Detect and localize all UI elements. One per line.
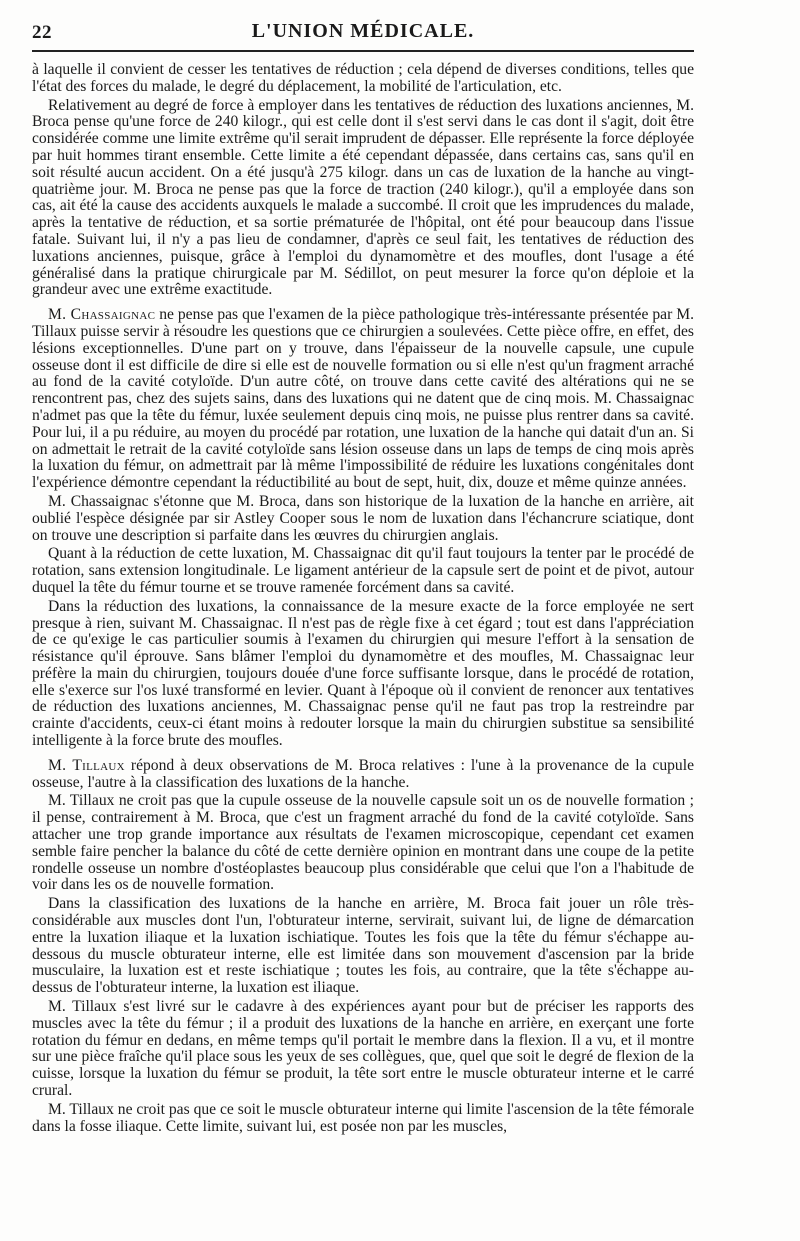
paragraph-text: Relativement au degré de force à employer dans les tentatives de réduction des luxations anciennes, M. Broca pense qu'une force de 240 kilogr., qui est celle dont il s'est servi dans le cas dont il s'agit, doit être considérée comme une limite extrême qu'il serait imprudent de dépasser. Elle représente la force déployée par huit hommes tirant ensemble. Cette limite a été cependant dépassée, dans certains cas, sans qu'il en soit résulté aucun accident. On a été jusqu'à 275 kilogr. dans un cas de luxation de la hanche au vingt-quatrième jour. M. Broca ne pense pas que la force de traction (240 kilogr.), qu'il a employée dans son cas, ait été la cause des accidents auxquels le malade a succombé. Il croit que les imprudences du malade, après la tentative de réduction, et sa sortie prématurée de l'hôpital, ont été pour beaucoup dans l'issue fatale. Suivant lui, il n'y a pas lieu de condamner, d'après ce seul fait, les tentatives de réduction des luxations anciennes, puisque, grâce à l'emploi du dynamomètre et des moufles, dont l'usage a été généralisé dans la pratique chirurgicale par M. Sédillot, on peut mesurer la force qu'on déploie et la grandeur avec une extrême exactitude. [32,96,694,299]
running-title: L'UNION MÉDICALE. [251,20,475,42]
paragraph [32,793,694,894]
paragraph [32,98,694,300]
paragraph-text: M. Tillaux ne croit pas que la cupule osseuse de la nouvelle capsule soit un os de nouvelle formation ; il pense, contrairement à M. Broca, que c'est un fragment arraché du fond de la cavité cotyloïde. Sans attacher une trop grande importance aux résultats de l'examen microscopique, cependant cet examen semble faire pencher la balance du côté de cette dernière opinion en montrant dans une coupe de la petite rondelle osseuse un nombre d'ostéoplastes beaucoup plus considérable que celui que l'on a l'habitude de voir dans les os de nouvelle formation. [32,792,694,894]
paragraph-text: répond à deux observations de M. Broca relatives : l'une à la provenance de la cupule osseuse, l'autre à la classification des luxations de la hanche. [32,756,694,791]
paragraph [32,546,694,596]
paragraph-text: Dans la réduction des luxations, la connaissance de la mesure exacte de la force employée ne sert presque à rien, suivant M. Chassaignac. Il n'est pas de règle fixe à cet égard ; tout est dans l'appréciation de ce qu'exige le cas particulier soumis à l'examen du chirurgien qui mesure l'effort à la sensation de résistance qu'il éprouve. Sans blâmer l'emploi du dynamomètre et des moufles, M. Chassaignac leur préfère la main du chirurgien, toujours douée d'une force suffisante lorsque, dans le procédé de rotation, elle s'exerce sur l'os luxé transformé en levier. Quant à l'époque où il convient de renoncer aux tentatives de réduction des luxations anciennes, M. Chassaignac pense qu'il ne faut pas trop la restreindre par crainte d'accidents, ceux-ci étant moins à redouter lorsque la main du chirurgien substitue sa sensibilité intelligente à la force brute des moufles. [32,597,694,750]
speaker-name: M. Chassaignac [48,306,156,324]
paragraph-text: M. Tillaux s'est livré sur le cadavre à des expériences ayant pour but de préciser les rapports des muscles avec la tête du fémur ; il a produit des luxations de la hanche en arrière, en exerçant une forte rotation du fémur en dedans, en même temps qu'il portait le membre dans la flexion. Il a vu, et il montre sur une pièce fraîche qu'il place sous les yeux de ses collègues, que, quel que soit le degré de flexion de la cuisse, lorsque la luxation du fémur se produit, la tête sort entre le muscle obturateur interne et le carré crural. [32,998,694,1100]
paragraph-text: M. Chassaignac s'étonne que M. Broca, dans son historique de la luxation de la hanche en arrière, ait oublié l'espèce désignée par sir Astley Cooper sous le nom de luxation dans l'échancrure sciatique, dont on trouve une description si parfaite dans les œuvres du chirurgien anglais. [32,492,694,544]
body-text [32,62,694,1137]
paragraph [32,494,694,544]
paragraph [32,307,694,492]
paragraph-text: à laquelle il convient de cesser les tentatives de réduction ; cela dépend de diverses conditions, telles que l'état des forces du malade, le degré du déplacement, la mobilité de l'articulation, etc. [32,61,694,95]
header-rule [32,50,694,52]
paragraph [32,1102,694,1136]
paragraph [32,599,694,750]
paragraph-text: Dans la classification des luxations de la hanche en arrière, M. Broca fait jouer un rôle très-considérable aux muscles dont l'un, l'obturateur interne, servirait, suivant lui, de ligne de démarcation entre la luxation iliaque et la luxation ischiatique. Toutes les fois que la tête du fémur s'échappe au-dessous du muscle obturateur interne, elle est limitée dans son mouvement d'ascension par la bride musculaire, la luxation est et reste ischiatique ; toutes les fois, au contraire, que la tête s'échappe au-dessus de l'obturateur interne, la luxation est iliaque. [32,895,694,997]
paragraph [32,999,694,1100]
page-number: 22 [32,22,52,43]
speaker-name: M. Tillaux [48,756,125,774]
paragraph [32,896,694,997]
page-header [32,18,694,46]
paragraph-text: Quant à la réduction de cette luxation, M. Chassaignac dit qu'il faut toujours la tenter par le procédé de rotation, sans extension longitudinale. Le ligament antérieur de la capsule sert de point et de pivot, autour duquel la tête du fémur tourne et se trouve ramenée forcément dans sa cavité. [32,545,694,596]
paragraph-text: M. Tillaux ne croit pas que ce soit le muscle obturateur interne qui limite l'ascension de la tête fémorale dans la fosse iliaque. Cette limite, suivant lui, est posée non par les muscles, [32,1100,694,1135]
paragraph-text: ne pense pas que l'examen de la pièce pathologique très-intéressante présentée par M. Tillaux puisse servir à résoudre les questions que ce chirurgien a soulevées. Cette pièce offre, en effet, des lésions exceptionnelles. D'une part on y trouve, dans l'épaisseur de la nouvelle capsule, une cupule osseuse dont il est difficile de dire si elle est de nouvelle formation ou si elle n'est qu'un fragment arraché au fond de la cavité cotyloïde. D'un autre côté, on trouve dans cette cavité des altérations qui ne se rencontrent pas, chez des sujets sains, dans des luxations qui ne datent que de cinq mois. M. Chassaignac n'admet pas que la tête du fémur, luxée seulement depuis cinq mois, ne puisse plus rentrer dans sa cavité. Pour lui, il a pu réduire, au moyen du procédé par rotation, une luxation de la hanche qui datait d'un an. Si on admettait le retrait de la cavité cotyloïde sans lésion osseuse dans un laps de temps de cinq mois après la luxation du fémur, on admettrait par là même l'impossibilité de réduire les luxations congénitales dont l'expérience démontre cependant la réductibilité au bout de sept, huit, dix, douze et même quinze années. [32,306,694,492]
paragraph [32,758,694,792]
paragraph [32,62,694,96]
